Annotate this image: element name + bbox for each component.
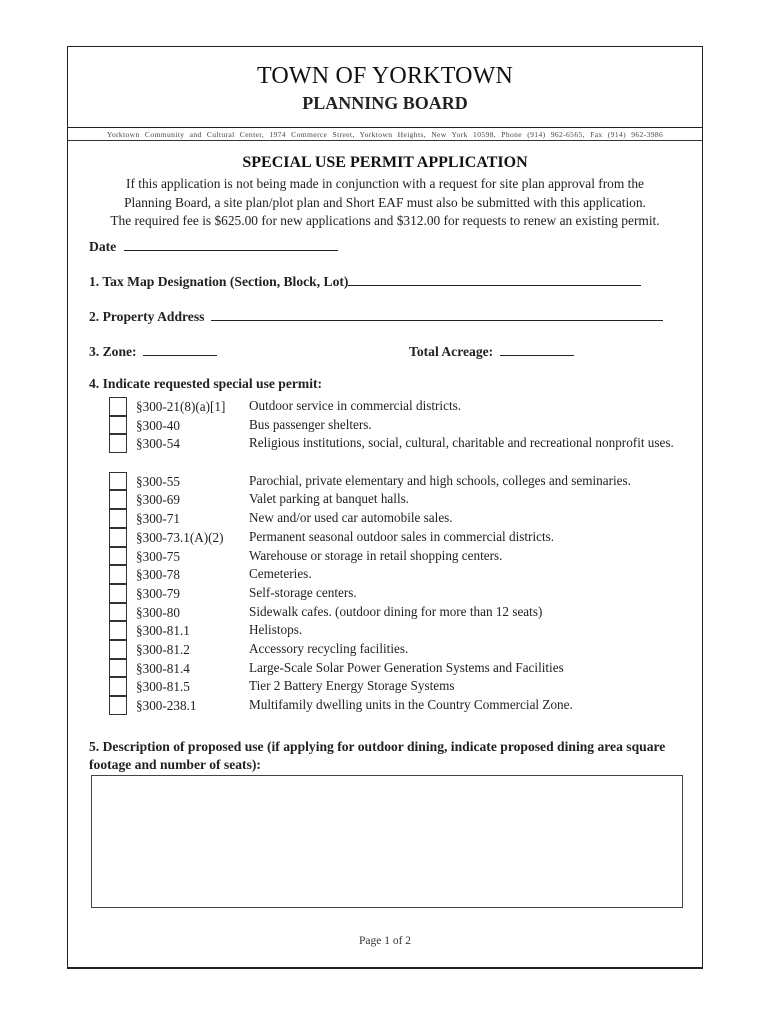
permit-row <box>109 640 679 659</box>
permit-code: §300-73.1(A)(2) <box>136 529 224 545</box>
permit-checkbox[interactable] <box>109 490 127 509</box>
permit-code: §300-55 <box>136 473 180 489</box>
date-field-row <box>89 239 338 255</box>
permit-row <box>109 696 679 715</box>
town-title: TOWN OF YORKTOWN <box>256 63 514 89</box>
permit-row <box>109 490 679 509</box>
permit-description: Accessory recycling facilities. <box>249 640 409 656</box>
permit-row <box>109 565 679 584</box>
property-address-field-row <box>89 309 663 325</box>
permit-checkbox[interactable] <box>109 547 127 566</box>
intro-text <box>68 175 702 231</box>
date-input[interactable] <box>124 239 338 251</box>
permit-description: Helistops. <box>249 622 303 638</box>
board-subtitle: PLANNING BOARD <box>302 93 468 113</box>
permit-code: §300-40 <box>136 417 180 433</box>
contact-address: Yorktown Community and Cultural Center, 1974 Commerce Street, Yorktown Heights, New York 10598, Phone (914) 962-6565, Fax (914) 962-3986 <box>106 130 664 139</box>
permit-checkbox[interactable] <box>109 659 127 678</box>
permit-description: Valet parking at banquet halls. <box>249 491 410 507</box>
zone-input[interactable] <box>143 344 217 356</box>
permit-code: §300-69 <box>136 492 180 508</box>
total-acreage-input[interactable] <box>500 344 574 356</box>
permit-description: Self-storage centers. <box>249 584 357 600</box>
permit-code: §300-71 <box>136 511 180 527</box>
permit-checkbox[interactable] <box>109 397 127 416</box>
tax-map-input[interactable] <box>348 274 641 286</box>
permit-row <box>109 434 679 471</box>
permit-row <box>109 677 679 696</box>
permit-code: §300-78 <box>136 567 180 583</box>
total-acreage-field-row <box>409 344 574 360</box>
permit-code: §300-81.1 <box>136 623 190 639</box>
property-address-label: 2. Property Address <box>89 309 205 324</box>
total-acreage-label: Total Acreage: <box>409 344 494 359</box>
zone-label: 3. Zone: <box>89 344 137 359</box>
permit-checkbox[interactable] <box>109 416 127 435</box>
permit-checkbox[interactable] <box>109 603 127 622</box>
permit-checkbox[interactable] <box>109 584 127 603</box>
intro-line: If this application is not being made in conjunction with a request for site plan approval from the <box>125 176 644 191</box>
property-address-input[interactable] <box>211 309 663 321</box>
permit-row <box>109 416 679 435</box>
permit-row <box>109 528 679 547</box>
permit-checkbox[interactable] <box>109 472 127 491</box>
permit-row <box>109 509 679 528</box>
permit-checkbox[interactable] <box>109 640 127 659</box>
permit-description: Religious institutions, social, cultural, charitable and recreational nonprofit uses. <box>249 435 674 451</box>
page-number: Page 1 of 2 <box>358 935 412 947</box>
permit-code: §300-75 <box>136 548 180 564</box>
intro-line: Planning Board, a site plan/plot plan and Short EAF must also be submitted with this application. <box>124 194 646 210</box>
permit-code: §300-81.4 <box>136 660 190 676</box>
permit-section-label: 4. Indicate requested special use permit: <box>89 376 323 391</box>
tax-map-label: 1. Tax Map Designation (Section, Block, Lot) <box>89 274 349 289</box>
permit-code: §300-81.2 <box>136 641 190 657</box>
form-page <box>67 46 703 969</box>
permit-row <box>109 621 679 640</box>
form-title: SPECIAL USE PERMIT APPLICATION <box>242 154 528 171</box>
permit-description: Large-Scale Solar Power Generation Systems and Facilities <box>249 659 564 675</box>
permit-checklist <box>109 397 679 715</box>
permit-description: Cemeteries. <box>249 566 312 582</box>
permit-description: Tier 2 Battery Energy Storage Systems <box>249 678 455 694</box>
header-divider-bottom <box>68 140 702 141</box>
permit-description: Sidewalk cafes. (outdoor dining for more than 12 seats) <box>249 603 543 619</box>
permit-row <box>109 397 679 416</box>
permit-description: Bus passenger shelters. <box>249 416 372 432</box>
permit-checkbox[interactable] <box>109 565 127 584</box>
permit-description: New and/or used car automobile sales. <box>249 510 453 526</box>
permit-checkbox[interactable] <box>109 696 127 715</box>
permit-description: Parochial, private elementary and high schools, colleges and seminaries. <box>249 472 631 488</box>
permit-code: §300-21(8)(a)[1] <box>136 399 226 414</box>
permit-checkbox[interactable] <box>109 621 127 640</box>
permit-code: §300-80 <box>136 604 180 620</box>
letterhead <box>68 47 702 128</box>
permit-checkbox[interactable] <box>109 677 127 696</box>
permit-row <box>109 659 679 678</box>
permit-description: Outdoor service in commercial districts. <box>249 398 462 413</box>
intro-line: The required fee is $625.00 for new applications and $312.00 for requests to renew an existing permit. <box>110 213 660 228</box>
permit-checkbox[interactable] <box>109 528 127 547</box>
permit-row <box>109 472 679 491</box>
description-textarea[interactable] <box>91 775 683 908</box>
permit-description: Multifamily dwelling units in the Country Commercial Zone. <box>249 697 573 713</box>
permit-checkbox[interactable] <box>109 509 127 528</box>
permit-description: Permanent seasonal outdoor sales in commercial districts. <box>249 528 555 544</box>
zone-field-row <box>89 344 217 360</box>
description-label: 5. Description of proposed use (if applying for outdoor dining, indicate proposed dining area square footage and number of seats): <box>89 739 666 772</box>
permit-checkbox[interactable] <box>109 434 127 453</box>
permit-code: §300-54 <box>136 436 180 452</box>
permit-description: Warehouse or storage in retail shopping centers. <box>249 547 503 563</box>
permit-row <box>109 584 679 603</box>
date-label: Date <box>89 239 117 254</box>
permit-row <box>109 547 679 566</box>
permit-row <box>109 603 679 622</box>
header-divider-top <box>68 127 702 128</box>
permit-code: §300-238.1 <box>136 698 197 714</box>
permit-code: §300-81.5 <box>136 679 190 695</box>
permit-code: §300-79 <box>136 585 180 601</box>
tax-map-field-row <box>89 274 641 290</box>
